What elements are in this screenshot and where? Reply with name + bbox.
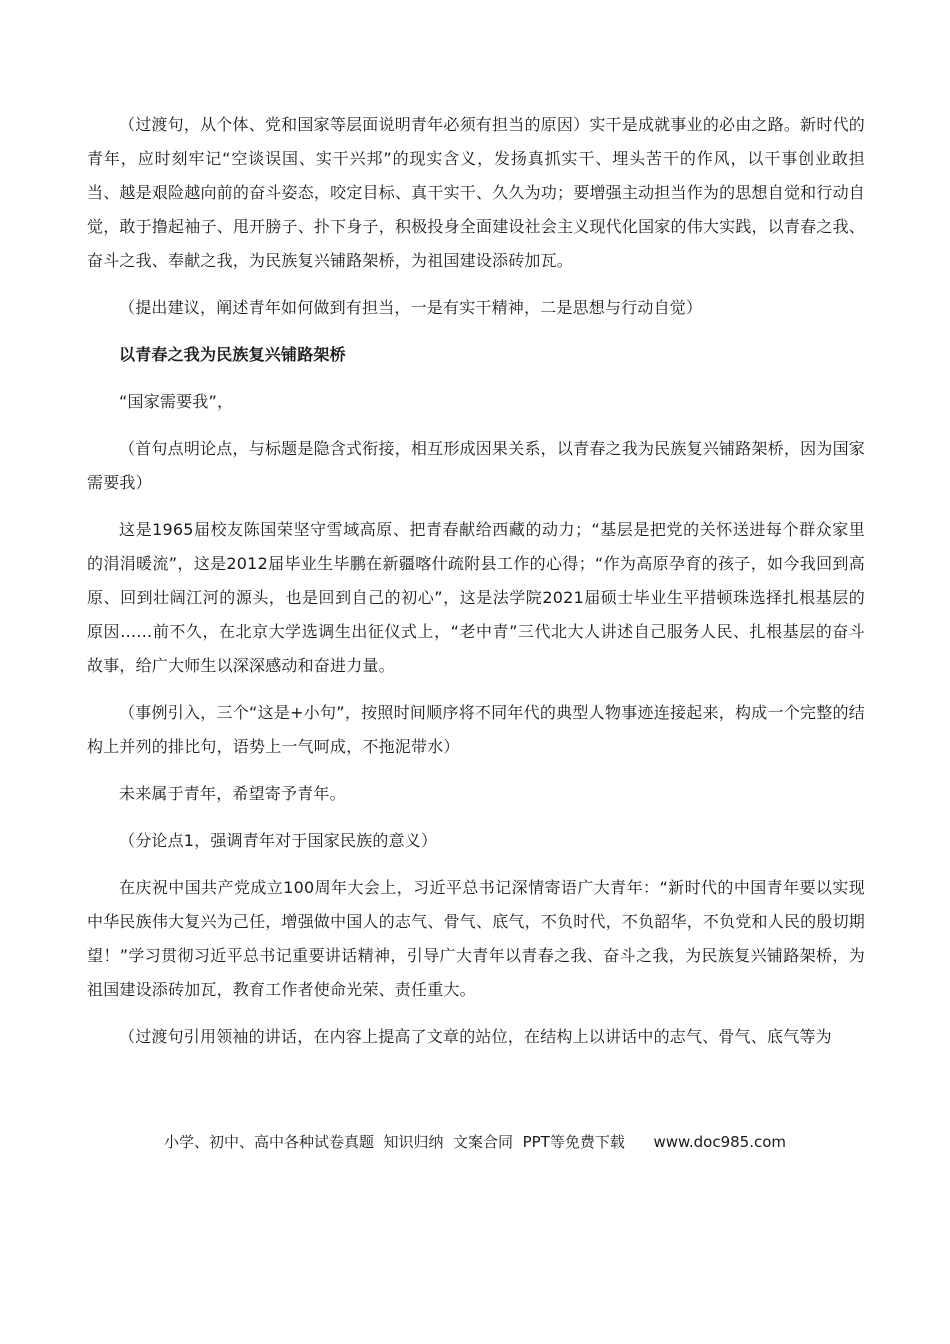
section-heading: 以青春之我为民族复兴铺路架桥: [119, 345, 346, 364]
paragraph-examples: 这是1965届校友陈国荣坚守雪域高原、把青春献给西藏的动力；“基层是把党的关怀送进每个群众家里的涓涓暖流”，这是2012届毕业生毕鹏在新疆喀什疏附县工作的心得；“作为高原孕育的孩子，如今我回到高原、回到壮阔江河的源头，也是回到自己的初心”，这是法学院2021届硕士毕业生平措顿珠选择扎根基层的原因……前不久，在北京大学选调生出征仪式上，“老中青”三代北大人讲述自己服务人民、扎根基层的奋斗故事，给广大师生以深深感动和奋进力量。: [87, 520, 865, 675]
paragraph-examples-note: （事例引入，三个“这是+小句”，按照时间顺序将不同年代的典型人物事迹连接起来，构成一个完整的结构上并列的排比句，语势上一气呵成，不拖泥带水）: [87, 703, 865, 756]
paragraph-subpoint: 未来属于青年，希望寄予青年。: [119, 784, 346, 803]
paragraph-subpoint-note: （分论点1，强调青年对于国家民族的意义）: [119, 831, 438, 850]
paragraph-thesis-note: （首句点明论点，与标题是隐含式衔接，相互形成因果关系，以青春之我为民族复兴铺路架桥，因为国家需要我）: [87, 439, 865, 492]
document-body: [87, 108, 865, 1067]
paragraph-speech: 在庆祝中国共产党成立100周年大会上，习近平总书记深情寄语广大青年：“新时代的中国青年要以实现中华民族伟大复兴为己任，增强做中国人的志气、骨气、底气，不负时代，不负韶华，不负党和人民的殷切期望！”学习贯彻习近平总书记重要讲话精神，引导广大青年以青春之我、奋斗之我，为民族复兴铺路架桥，为祖国建设添砖加瓦，教育工作者使命光荣、责任重大。: [87, 878, 865, 999]
page-footer: 小学、初中、高中各种试卷真题 知识归纳 文案合同 PPT等免费下载 www.doc985.com: [163, 1133, 787, 1151]
paragraph-speech-note: （过渡句引用领袖的讲话，在内容上提高了文章的站位，在结构上以讲话中的志气、骨气、底气等为: [119, 1027, 832, 1046]
paragraph-quote: “国家需要我”，: [119, 392, 234, 411]
paragraph-transition: （过渡句，从个体、党和国家等层面说明青年必须有担当的原因）实干是成就事业的必由之路。新时代的青年，应时刻牢记“空谈误国、实干兴邦”的现实含义，发扬真抓实干、埋头苦干的作风，以干事创业敢担当、越是艰险越向前的奋斗姿态，咬定目标、真干实干、久久为功；要增强主动担当作为的思想自觉和行动自觉，敢于撸起袖子、甩开膀子、扑下身子，积极投身全面建设社会主义现代化国家的伟大实践，以青春之我、奋斗之我、奉献之我，为民族复兴铺路架桥，为祖国建设添砖加瓦。: [87, 115, 865, 270]
paragraph-suggestion-note: （提出建议，阐述青年如何做到有担当，一是有实干精神，二是思想与行动自觉）: [119, 298, 703, 317]
